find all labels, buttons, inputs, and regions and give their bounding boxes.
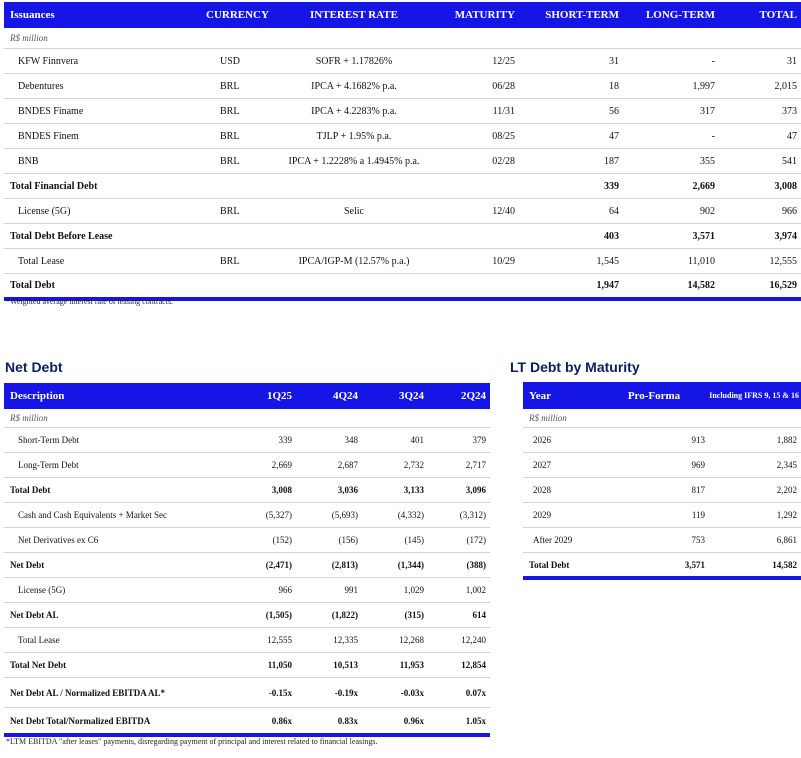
table-row bbox=[523, 478, 801, 503]
row-short: 403 bbox=[515, 224, 619, 249]
table-row bbox=[4, 628, 490, 653]
row-total: 373 bbox=[715, 99, 801, 124]
table-row bbox=[4, 99, 801, 124]
row-label: Net Debt bbox=[4, 553, 228, 578]
table-row bbox=[4, 503, 490, 528]
row-label: Short-Term Debt bbox=[4, 428, 228, 453]
net-debt-header-row bbox=[4, 383, 490, 409]
value-3q24: 401 bbox=[358, 428, 424, 453]
row-total: 31 bbox=[715, 49, 801, 74]
row-maturity: 10/29 bbox=[431, 249, 515, 274]
value-1q25: 11,050 bbox=[228, 653, 292, 678]
row-rate: TJLP + 1.95% p.a. bbox=[277, 124, 431, 149]
table-row bbox=[4, 708, 490, 736]
value-3q24: 11,953 bbox=[358, 653, 424, 678]
row-ifrs: 1,882 bbox=[705, 428, 801, 453]
value-1q25: (5,327) bbox=[228, 503, 292, 528]
row-ifrs: 2,202 bbox=[705, 478, 801, 503]
net-debt-table bbox=[4, 383, 490, 737]
value-2q24: (172) bbox=[424, 528, 490, 553]
value-4q24: 991 bbox=[292, 578, 358, 603]
table-row bbox=[4, 453, 490, 478]
unit-label: R$ million bbox=[523, 409, 801, 428]
header-4q24: 4Q24 bbox=[292, 383, 358, 409]
row-year: After 2029 bbox=[523, 528, 603, 553]
total-financial-debt-row bbox=[4, 174, 801, 199]
row-label: Total Lease bbox=[4, 628, 228, 653]
row-rate: SOFR + 1.17826% bbox=[277, 49, 431, 74]
row-total: 12,555 bbox=[715, 249, 801, 274]
row-long: 3,571 bbox=[619, 224, 715, 249]
row-ifrs: 1,292 bbox=[705, 503, 801, 528]
row-label: Net Debt Total/Normalized EBITDA bbox=[4, 708, 228, 736]
row-short: 31 bbox=[515, 49, 619, 74]
table-row bbox=[523, 428, 801, 453]
row-maturity: 06/28 bbox=[431, 74, 515, 99]
row-label: Net Debt AL bbox=[4, 603, 228, 628]
row-ifrs: 2,345 bbox=[705, 453, 801, 478]
row-maturity: 12/25 bbox=[431, 49, 515, 74]
row-currency: BRL bbox=[194, 199, 277, 224]
table-row bbox=[4, 528, 490, 553]
value-4q24: 10,513 bbox=[292, 653, 358, 678]
row-total: 3,974 bbox=[715, 224, 801, 249]
row-label: Net Derivatives ex C6 bbox=[4, 528, 228, 553]
table-row bbox=[4, 553, 490, 578]
value-4q24: -0.19x bbox=[292, 678, 358, 708]
row-long: - bbox=[619, 49, 715, 74]
row-label: Total Net Debt bbox=[4, 653, 228, 678]
row-name: Total Lease bbox=[4, 249, 194, 274]
row-name: KFW Finnvera bbox=[4, 49, 194, 74]
row-short: 47 bbox=[515, 124, 619, 149]
row-currency: BRL bbox=[194, 149, 277, 174]
unit-row bbox=[4, 28, 801, 49]
value-3q24: -0.03x bbox=[358, 678, 424, 708]
total-before-lease-label: Total Debt Before Lease bbox=[4, 224, 515, 249]
value-2q24: 12,240 bbox=[424, 628, 490, 653]
header-maturity: MATURITY bbox=[431, 2, 515, 28]
header-interest-rate: INTEREST RATE bbox=[277, 2, 431, 28]
value-4q24: (1,822) bbox=[292, 603, 358, 628]
value-1q25: 3,008 bbox=[228, 478, 292, 503]
row-short: 1,545 bbox=[515, 249, 619, 274]
value-1q25: -0.15x bbox=[228, 678, 292, 708]
lt-debt-header-row bbox=[523, 382, 801, 409]
value-3q24: (145) bbox=[358, 528, 424, 553]
row-short: 1,947 bbox=[515, 274, 619, 300]
value-2q24: (388) bbox=[424, 553, 490, 578]
value-4q24: 348 bbox=[292, 428, 358, 453]
row-short: 187 bbox=[515, 149, 619, 174]
value-2q24: 1,002 bbox=[424, 578, 490, 603]
row-currency: BRL bbox=[194, 99, 277, 124]
row-year: 2029 bbox=[523, 503, 603, 528]
row-label: Total Debt bbox=[4, 478, 228, 503]
value-1q25: 966 bbox=[228, 578, 292, 603]
total-debt-label: Total Debt bbox=[4, 274, 515, 300]
header-long-term: LONG-TERM bbox=[619, 2, 715, 28]
row-year: 2028 bbox=[523, 478, 603, 503]
row-long: 317 bbox=[619, 99, 715, 124]
issuances-footnote: *Weighted average interest rate of leasing contracts. bbox=[6, 297, 174, 306]
row-rate: Selic bbox=[277, 199, 431, 224]
row-pro-forma: 753 bbox=[603, 528, 705, 553]
header-pro-forma: Pro-Forma bbox=[603, 382, 705, 409]
value-2q24: 3,096 bbox=[424, 478, 490, 503]
row-maturity: 02/28 bbox=[431, 149, 515, 174]
row-long: 11,010 bbox=[619, 249, 715, 274]
row-pro-forma: 3,571 bbox=[603, 553, 705, 579]
unit-row bbox=[523, 409, 801, 428]
value-3q24: 0.96x bbox=[358, 708, 424, 736]
value-1q25: 0.86x bbox=[228, 708, 292, 736]
net-debt-footnote: *LTM EBITDA "after leases" payments, disregarding payment of principal and interest related to financial leasings. bbox=[6, 737, 378, 746]
table-row bbox=[4, 478, 490, 503]
value-2q24: 2,717 bbox=[424, 453, 490, 478]
value-1q25: 2,669 bbox=[228, 453, 292, 478]
header-2q24: 2Q24 bbox=[424, 383, 490, 409]
unit-label: R$ million bbox=[4, 28, 801, 49]
value-4q24: (5,693) bbox=[292, 503, 358, 528]
header-total: TOTAL bbox=[715, 2, 801, 28]
header-3q24: 3Q24 bbox=[358, 383, 424, 409]
issuances-header-row bbox=[4, 2, 801, 28]
total-financial-debt-label: Total Financial Debt bbox=[4, 174, 515, 199]
value-1q25: (2,471) bbox=[228, 553, 292, 578]
row-maturity: 12/40 bbox=[431, 199, 515, 224]
row-long: - bbox=[619, 124, 715, 149]
row-maturity: 11/31 bbox=[431, 99, 515, 124]
table-row bbox=[523, 503, 801, 528]
value-3q24: (1,344) bbox=[358, 553, 424, 578]
table-row bbox=[4, 49, 801, 74]
row-rate: IPCA/IGP-M (12.57% p.a.) bbox=[277, 249, 431, 274]
row-rate: IPCA + 1.2228% a 1.4945% p.a. bbox=[277, 149, 431, 174]
net-debt-title: Net Debt bbox=[5, 359, 63, 375]
value-2q24: 1.05x bbox=[424, 708, 490, 736]
row-name: BNDES Finem bbox=[4, 124, 194, 149]
total-debt-label: Total Debt bbox=[523, 553, 603, 579]
unit-label: R$ million bbox=[4, 409, 490, 428]
table-row bbox=[523, 528, 801, 553]
row-long: 355 bbox=[619, 149, 715, 174]
row-pro-forma: 119 bbox=[603, 503, 705, 528]
value-4q24: (2,813) bbox=[292, 553, 358, 578]
unit-row bbox=[4, 409, 490, 428]
value-4q24: (156) bbox=[292, 528, 358, 553]
row-total: 16,529 bbox=[715, 274, 801, 300]
total-before-lease-row bbox=[4, 224, 801, 249]
row-currency: BRL bbox=[194, 74, 277, 99]
value-3q24: 3,133 bbox=[358, 478, 424, 503]
row-year: 2026 bbox=[523, 428, 603, 453]
value-1q25: (1,505) bbox=[228, 603, 292, 628]
table-row bbox=[4, 653, 490, 678]
row-year: 2027 bbox=[523, 453, 603, 478]
table-row bbox=[4, 578, 490, 603]
row-long: 1,997 bbox=[619, 74, 715, 99]
table-row bbox=[4, 428, 490, 453]
value-1q25: (152) bbox=[228, 528, 292, 553]
header-short-term: SHORT-TERM bbox=[515, 2, 619, 28]
header-currency: CURRENCY bbox=[194, 2, 277, 28]
total-debt-row bbox=[523, 553, 801, 579]
value-3q24: 1,029 bbox=[358, 578, 424, 603]
row-label: Long-Term Debt bbox=[4, 453, 228, 478]
row-label: License (5G) bbox=[4, 578, 228, 603]
value-1q25: 339 bbox=[228, 428, 292, 453]
row-currency: BRL bbox=[194, 249, 277, 274]
table-row bbox=[4, 74, 801, 99]
row-pro-forma: 969 bbox=[603, 453, 705, 478]
license-row bbox=[4, 199, 801, 224]
header-1q25: 1Q25 bbox=[228, 383, 292, 409]
row-rate: IPCA + 4.2283% p.a. bbox=[277, 99, 431, 124]
issuances-table bbox=[4, 2, 801, 301]
row-total: 47 bbox=[715, 124, 801, 149]
value-4q24: 2,687 bbox=[292, 453, 358, 478]
row-total: 541 bbox=[715, 149, 801, 174]
value-4q24: 12,335 bbox=[292, 628, 358, 653]
row-label: Net Debt AL / Normalized EBITDA AL* bbox=[4, 678, 228, 708]
header-issuances: Issuances bbox=[4, 2, 194, 28]
row-pro-forma: 913 bbox=[603, 428, 705, 453]
lt-debt-table bbox=[523, 382, 801, 580]
value-2q24: 0.07x bbox=[424, 678, 490, 708]
row-name: Debentures bbox=[4, 74, 194, 99]
header-including-ifrs: Including IFRS 9, 15 & 16 bbox=[705, 382, 801, 409]
row-name: License (5G) bbox=[4, 199, 194, 224]
row-pro-forma: 817 bbox=[603, 478, 705, 503]
row-short: 18 bbox=[515, 74, 619, 99]
header-description: Description bbox=[4, 383, 228, 409]
row-maturity: 08/25 bbox=[431, 124, 515, 149]
value-2q24: 12,854 bbox=[424, 653, 490, 678]
value-2q24: 379 bbox=[424, 428, 490, 453]
row-total: 966 bbox=[715, 199, 801, 224]
row-short: 56 bbox=[515, 99, 619, 124]
row-long: 902 bbox=[619, 199, 715, 224]
value-3q24: (4,332) bbox=[358, 503, 424, 528]
row-ifrs: 14,582 bbox=[705, 553, 801, 579]
row-total: 3,008 bbox=[715, 174, 801, 199]
table-row bbox=[4, 603, 490, 628]
row-label: Cash and Cash Equivalents + Market Sec bbox=[4, 503, 228, 528]
value-1q25: 12,555 bbox=[228, 628, 292, 653]
header-year: Year bbox=[523, 382, 603, 409]
value-3q24: 12,268 bbox=[358, 628, 424, 653]
total-lease-row bbox=[4, 249, 801, 274]
value-2q24: (3,312) bbox=[424, 503, 490, 528]
table-row bbox=[4, 124, 801, 149]
row-total: 2,015 bbox=[715, 74, 801, 99]
row-currency: USD bbox=[194, 49, 277, 74]
row-name: BNDES Finame bbox=[4, 99, 194, 124]
value-4q24: 0.83x bbox=[292, 708, 358, 736]
lt-debt-title: LT Debt by Maturity bbox=[510, 359, 640, 375]
row-short: 339 bbox=[515, 174, 619, 199]
value-4q24: 3,036 bbox=[292, 478, 358, 503]
row-long: 14,582 bbox=[619, 274, 715, 300]
row-rate: IPCA + 4.1682% p.a. bbox=[277, 74, 431, 99]
row-long: 2,669 bbox=[619, 174, 715, 199]
value-3q24: (315) bbox=[358, 603, 424, 628]
table-row bbox=[523, 453, 801, 478]
row-ifrs: 6,861 bbox=[705, 528, 801, 553]
value-2q24: 614 bbox=[424, 603, 490, 628]
table-row bbox=[4, 678, 490, 708]
row-currency: BRL bbox=[194, 124, 277, 149]
row-short: 64 bbox=[515, 199, 619, 224]
table-row bbox=[4, 149, 801, 174]
value-3q24: 2,732 bbox=[358, 453, 424, 478]
row-name: BNB bbox=[4, 149, 194, 174]
